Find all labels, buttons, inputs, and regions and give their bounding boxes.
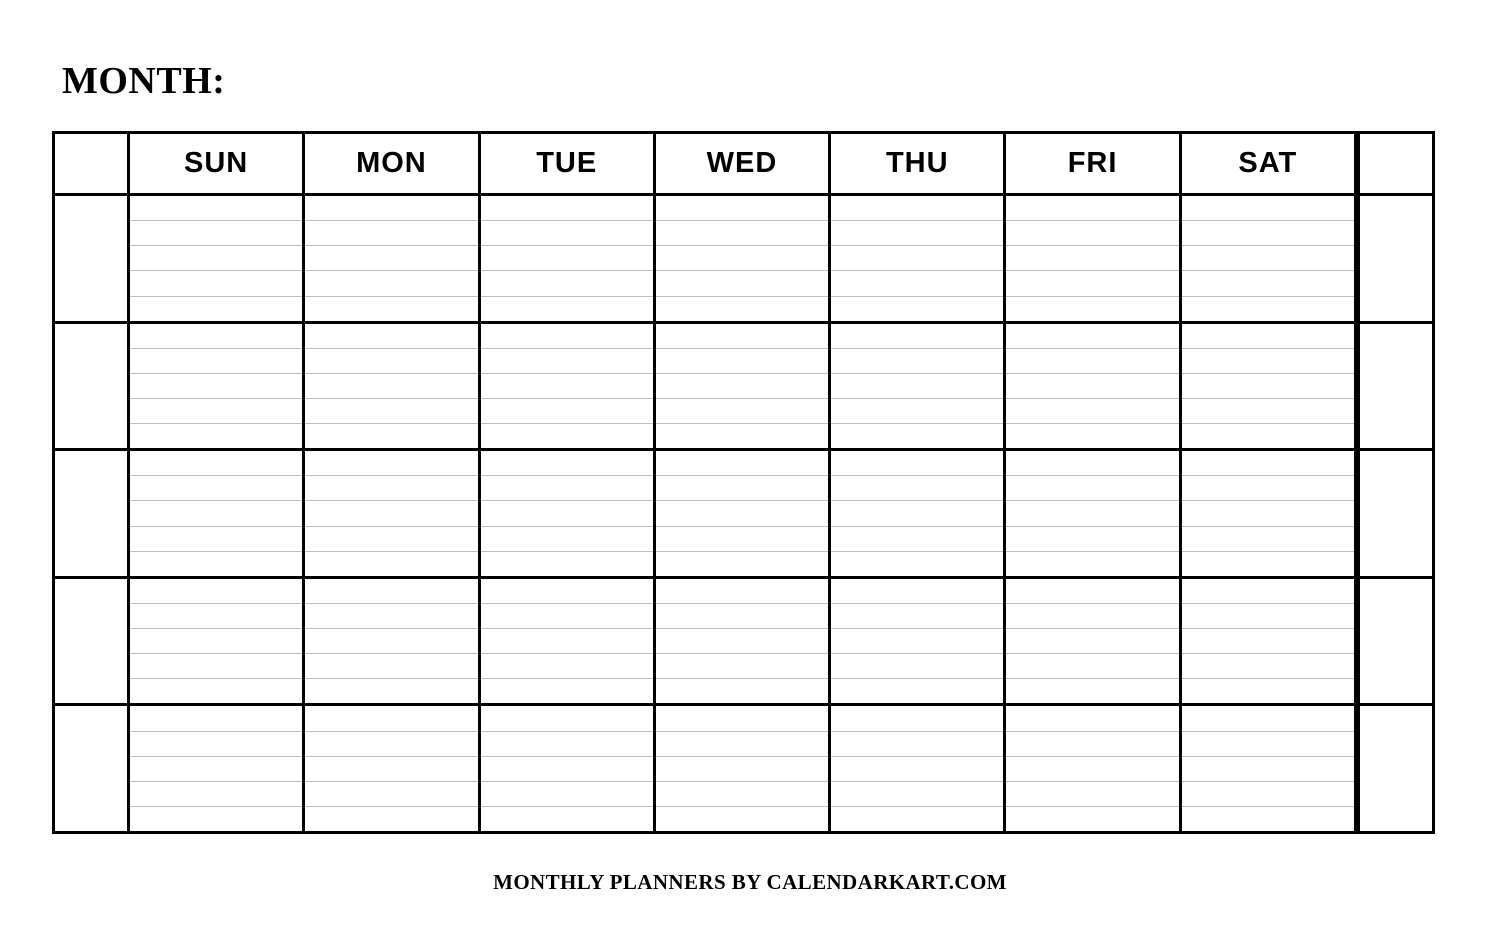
- writing-line[interactable]: [305, 424, 477, 448]
- writing-line[interactable]: [130, 271, 302, 296]
- writing-line[interactable]: [481, 654, 653, 679]
- writing-line[interactable]: [305, 349, 477, 374]
- writing-line[interactable]: [1006, 579, 1178, 604]
- writing-line[interactable]: [305, 324, 477, 349]
- writing-line[interactable]: [1006, 196, 1178, 221]
- writing-line[interactable]: [656, 757, 828, 782]
- writing-line[interactable]: [1006, 757, 1178, 782]
- writing-line[interactable]: [481, 424, 653, 448]
- writing-line[interactable]: [831, 399, 1003, 424]
- writing-line[interactable]: [1182, 757, 1354, 782]
- day-cell-sat-week3[interactable]: [1182, 451, 1357, 576]
- writing-line[interactable]: [481, 552, 653, 576]
- week-right-spacer: [1357, 451, 1432, 576]
- writing-line[interactable]: [305, 501, 477, 526]
- week-left-spacer: [55, 706, 130, 831]
- week-left-spacer: [55, 324, 130, 449]
- writing-line[interactable]: [305, 297, 477, 321]
- writing-line[interactable]: [305, 782, 477, 807]
- writing-line[interactable]: [656, 782, 828, 807]
- writing-line[interactable]: [1006, 246, 1178, 271]
- writing-line[interactable]: [481, 807, 653, 831]
- writing-line[interactable]: [656, 706, 828, 731]
- writing-line[interactable]: [831, 451, 1003, 476]
- writing-line[interactable]: [831, 654, 1003, 679]
- writing-line[interactable]: [130, 807, 302, 831]
- writing-line[interactable]: [481, 629, 653, 654]
- writing-line[interactable]: [130, 679, 302, 703]
- writing-line[interactable]: [130, 501, 302, 526]
- day-cell-thu-week1[interactable]: [831, 196, 1006, 321]
- writing-line[interactable]: [481, 221, 653, 246]
- weekday-header-sun: SUN: [130, 134, 305, 193]
- writing-line[interactable]: [1006, 706, 1178, 731]
- writing-line[interactable]: [130, 221, 302, 246]
- writing-line[interactable]: [1182, 679, 1354, 703]
- day-cell-mon-week4[interactable]: [305, 579, 480, 704]
- day-cell-fri-week5[interactable]: [1006, 706, 1181, 831]
- writing-line[interactable]: [1006, 476, 1178, 501]
- writing-line[interactable]: [481, 501, 653, 526]
- writing-line[interactable]: [1006, 399, 1178, 424]
- writing-line[interactable]: [1182, 196, 1354, 221]
- calendar-week-row: [55, 579, 1432, 707]
- writing-line[interactable]: [305, 732, 477, 757]
- writing-line[interactable]: [656, 807, 828, 831]
- day-cell-tue-week4[interactable]: [481, 579, 656, 704]
- writing-line[interactable]: [481, 527, 653, 552]
- writing-line[interactable]: [305, 527, 477, 552]
- writing-line[interactable]: [1182, 527, 1354, 552]
- writing-line[interactable]: [1182, 501, 1354, 526]
- day-cell-wed-week5[interactable]: [656, 706, 831, 831]
- writing-line[interactable]: [130, 654, 302, 679]
- day-cell-sun-week5[interactable]: [130, 706, 305, 831]
- calendar-week-row: [55, 324, 1432, 452]
- writing-line[interactable]: [130, 629, 302, 654]
- calendar-week-row: [55, 706, 1432, 831]
- writing-line[interactable]: [305, 476, 477, 501]
- writing-line[interactable]: [305, 757, 477, 782]
- writing-line[interactable]: [1182, 552, 1354, 576]
- writing-line[interactable]: [831, 552, 1003, 576]
- writing-line[interactable]: [481, 732, 653, 757]
- writing-line[interactable]: [656, 552, 828, 576]
- day-cell-mon-week3[interactable]: [305, 451, 480, 576]
- writing-line[interactable]: [130, 297, 302, 321]
- day-cell-thu-week5[interactable]: [831, 706, 1006, 831]
- writing-line[interactable]: [656, 579, 828, 604]
- writing-line[interactable]: [305, 552, 477, 576]
- day-cell-fri-week3[interactable]: [1006, 451, 1181, 576]
- writing-line[interactable]: [1182, 451, 1354, 476]
- writing-line[interactable]: [481, 271, 653, 296]
- day-cell-sat-week4[interactable]: [1182, 579, 1357, 704]
- writing-line[interactable]: [1006, 374, 1178, 399]
- day-cell-sat-week1[interactable]: [1182, 196, 1357, 321]
- writing-line[interactable]: [481, 451, 653, 476]
- writing-line[interactable]: [305, 271, 477, 296]
- writing-line[interactable]: [1182, 476, 1354, 501]
- writing-line[interactable]: [656, 732, 828, 757]
- calendar-week-row: [55, 196, 1432, 324]
- month-label: MONTH:: [62, 60, 226, 102]
- writing-line[interactable]: [1006, 349, 1178, 374]
- writing-line[interactable]: [305, 679, 477, 703]
- writing-line[interactable]: [305, 246, 477, 271]
- writing-line[interactable]: [305, 399, 477, 424]
- writing-line[interactable]: [130, 246, 302, 271]
- day-cell-sun-week4[interactable]: [130, 579, 305, 704]
- weekday-header-tue: TUE: [481, 134, 656, 193]
- writing-line[interactable]: [656, 424, 828, 448]
- writing-line[interactable]: [481, 324, 653, 349]
- writing-line[interactable]: [1006, 297, 1178, 321]
- writing-line[interactable]: [481, 297, 653, 321]
- writing-line[interactable]: [831, 324, 1003, 349]
- day-cell-fri-week2[interactable]: [1006, 324, 1181, 449]
- weekday-header-thu: THU: [831, 134, 1006, 193]
- writing-line[interactable]: [831, 732, 1003, 757]
- calendar-header-row: [55, 134, 1432, 196]
- writing-line[interactable]: [130, 424, 302, 448]
- writing-line[interactable]: [1182, 374, 1354, 399]
- writing-line[interactable]: [305, 221, 477, 246]
- writing-line[interactable]: [831, 604, 1003, 629]
- writing-line[interactable]: [1006, 271, 1178, 296]
- day-cell-wed-week1[interactable]: [656, 196, 831, 321]
- writing-line[interactable]: [130, 374, 302, 399]
- week-right-spacer: [1357, 196, 1432, 321]
- writing-line[interactable]: [130, 604, 302, 629]
- writing-line[interactable]: [1006, 221, 1178, 246]
- writing-line[interactable]: [130, 349, 302, 374]
- writing-line[interactable]: [831, 807, 1003, 831]
- writing-line[interactable]: [831, 629, 1003, 654]
- writing-line[interactable]: [481, 679, 653, 703]
- writing-line[interactable]: [1182, 271, 1354, 296]
- week-left-spacer: [55, 579, 130, 704]
- header-right-spacer: [1357, 134, 1432, 193]
- day-cell-fri-week4[interactable]: [1006, 579, 1181, 704]
- writing-line[interactable]: [305, 604, 477, 629]
- writing-line[interactable]: [831, 221, 1003, 246]
- writing-line[interactable]: [481, 374, 653, 399]
- writing-line[interactable]: [130, 706, 302, 731]
- calendar-week-row: [55, 451, 1432, 579]
- day-cell-tue-week1[interactable]: [481, 196, 656, 321]
- writing-line[interactable]: [1182, 221, 1354, 246]
- day-cell-sun-week2[interactable]: [130, 324, 305, 449]
- writing-line[interactable]: [1182, 246, 1354, 271]
- weekday-header-sat: SAT: [1182, 134, 1357, 193]
- day-cell-tue-week2[interactable]: [481, 324, 656, 449]
- writing-line[interactable]: [656, 349, 828, 374]
- writing-line[interactable]: [831, 349, 1003, 374]
- writing-line[interactable]: [831, 679, 1003, 703]
- writing-line[interactable]: [481, 782, 653, 807]
- writing-line[interactable]: [656, 271, 828, 296]
- day-cell-tue-week3[interactable]: [481, 451, 656, 576]
- writing-line[interactable]: [1006, 552, 1178, 576]
- writing-line[interactable]: [1006, 782, 1178, 807]
- day-cell-wed-week2[interactable]: [656, 324, 831, 449]
- writing-line[interactable]: [1006, 629, 1178, 654]
- writing-line[interactable]: [481, 349, 653, 374]
- day-cell-wed-week4[interactable]: [656, 579, 831, 704]
- writing-line[interactable]: [831, 782, 1003, 807]
- writing-line[interactable]: [656, 399, 828, 424]
- writing-line[interactable]: [656, 604, 828, 629]
- writing-line[interactable]: [1006, 324, 1178, 349]
- writing-line[interactable]: [305, 579, 477, 604]
- writing-line[interactable]: [130, 732, 302, 757]
- writing-line[interactable]: [1182, 654, 1354, 679]
- writing-line[interactable]: [305, 374, 477, 399]
- writing-line[interactable]: [1006, 501, 1178, 526]
- week-left-spacer: [55, 196, 130, 321]
- writing-line[interactable]: [1006, 604, 1178, 629]
- week-right-spacer: [1357, 579, 1432, 704]
- writing-line[interactable]: [481, 246, 653, 271]
- writing-line[interactable]: [130, 579, 302, 604]
- writing-line[interactable]: [656, 654, 828, 679]
- writing-line[interactable]: [831, 196, 1003, 221]
- calendar-body: [55, 196, 1432, 831]
- writing-line[interactable]: [831, 424, 1003, 448]
- writing-line[interactable]: [130, 399, 302, 424]
- writing-line[interactable]: [1182, 629, 1354, 654]
- writing-line[interactable]: [1006, 527, 1178, 552]
- writing-line[interactable]: [656, 374, 828, 399]
- writing-line[interactable]: [656, 476, 828, 501]
- writing-line[interactable]: [1182, 782, 1354, 807]
- writing-line[interactable]: [831, 757, 1003, 782]
- day-cell-tue-week5[interactable]: [481, 706, 656, 831]
- writing-line[interactable]: [656, 501, 828, 526]
- writing-line[interactable]: [1006, 679, 1178, 703]
- day-cell-mon-week1[interactable]: [305, 196, 480, 321]
- writing-line[interactable]: [130, 757, 302, 782]
- day-cell-thu-week3[interactable]: [831, 451, 1006, 576]
- writing-line[interactable]: [1182, 732, 1354, 757]
- writing-line[interactable]: [1006, 424, 1178, 448]
- writing-line[interactable]: [305, 706, 477, 731]
- day-cell-sun-week3[interactable]: [130, 451, 305, 576]
- week-left-spacer: [55, 451, 130, 576]
- writing-line[interactable]: [1182, 424, 1354, 448]
- writing-line[interactable]: [831, 374, 1003, 399]
- writing-line[interactable]: [130, 451, 302, 476]
- writing-line[interactable]: [656, 629, 828, 654]
- writing-line[interactable]: [1006, 451, 1178, 476]
- day-cell-sat-week2[interactable]: [1182, 324, 1357, 449]
- writing-line[interactable]: [831, 579, 1003, 604]
- writing-line[interactable]: [1006, 654, 1178, 679]
- writing-line[interactable]: [656, 297, 828, 321]
- writing-line[interactable]: [1182, 604, 1354, 629]
- writing-line[interactable]: [481, 399, 653, 424]
- day-cell-fri-week1[interactable]: [1006, 196, 1181, 321]
- writing-line[interactable]: [481, 196, 653, 221]
- writing-line[interactable]: [130, 324, 302, 349]
- writing-line[interactable]: [831, 527, 1003, 552]
- week-right-spacer: [1357, 706, 1432, 831]
- writing-line[interactable]: [130, 476, 302, 501]
- writing-line[interactable]: [130, 552, 302, 576]
- writing-line[interactable]: [305, 451, 477, 476]
- writing-line[interactable]: [305, 807, 477, 831]
- writing-line[interactable]: [831, 246, 1003, 271]
- writing-line[interactable]: [831, 297, 1003, 321]
- header-left-spacer: [55, 134, 130, 193]
- writing-line[interactable]: [831, 271, 1003, 296]
- writing-line[interactable]: [1182, 706, 1354, 731]
- writing-line[interactable]: [831, 706, 1003, 731]
- writing-line[interactable]: [1182, 399, 1354, 424]
- writing-line[interactable]: [481, 579, 653, 604]
- writing-line[interactable]: [1182, 324, 1354, 349]
- writing-line[interactable]: [481, 757, 653, 782]
- writing-line[interactable]: [656, 246, 828, 271]
- writing-line[interactable]: [656, 527, 828, 552]
- writing-line[interactable]: [481, 476, 653, 501]
- writing-line[interactable]: [1182, 807, 1354, 831]
- day-cell-wed-week3[interactable]: [656, 451, 831, 576]
- writing-line[interactable]: [305, 629, 477, 654]
- writing-line[interactable]: [130, 782, 302, 807]
- writing-line[interactable]: [481, 604, 653, 629]
- writing-line[interactable]: [1182, 579, 1354, 604]
- writing-line[interactable]: [656, 451, 828, 476]
- weekday-header-wed: WED: [656, 134, 831, 193]
- writing-line[interactable]: [831, 501, 1003, 526]
- writing-line[interactable]: [481, 706, 653, 731]
- writing-line[interactable]: [656, 324, 828, 349]
- day-cell-thu-week4[interactable]: [831, 579, 1006, 704]
- writing-line[interactable]: [1182, 349, 1354, 374]
- writing-line[interactable]: [130, 527, 302, 552]
- day-cell-thu-week2[interactable]: [831, 324, 1006, 449]
- day-cell-mon-week5[interactable]: [305, 706, 480, 831]
- week-right-spacer: [1357, 324, 1432, 449]
- footer-credit: MONTHLY PLANNERS BY CALENDARKART.COM: [493, 870, 1007, 894]
- writing-line[interactable]: [305, 654, 477, 679]
- day-cell-sun-week1[interactable]: [130, 196, 305, 321]
- calendar-grid: [52, 131, 1435, 834]
- writing-line[interactable]: [1006, 732, 1178, 757]
- weekday-header-mon: MON: [305, 134, 480, 193]
- day-cell-sat-week5[interactable]: [1182, 706, 1357, 831]
- weekday-header-fri: FRI: [1006, 134, 1181, 193]
- writing-line[interactable]: [656, 196, 828, 221]
- writing-line[interactable]: [305, 196, 477, 221]
- writing-line[interactable]: [1182, 297, 1354, 321]
- writing-line[interactable]: [130, 196, 302, 221]
- writing-line[interactable]: [1006, 807, 1178, 831]
- day-cell-mon-week2[interactable]: [305, 324, 480, 449]
- writing-line[interactable]: [656, 221, 828, 246]
- writing-line[interactable]: [831, 476, 1003, 501]
- writing-line[interactable]: [656, 679, 828, 703]
